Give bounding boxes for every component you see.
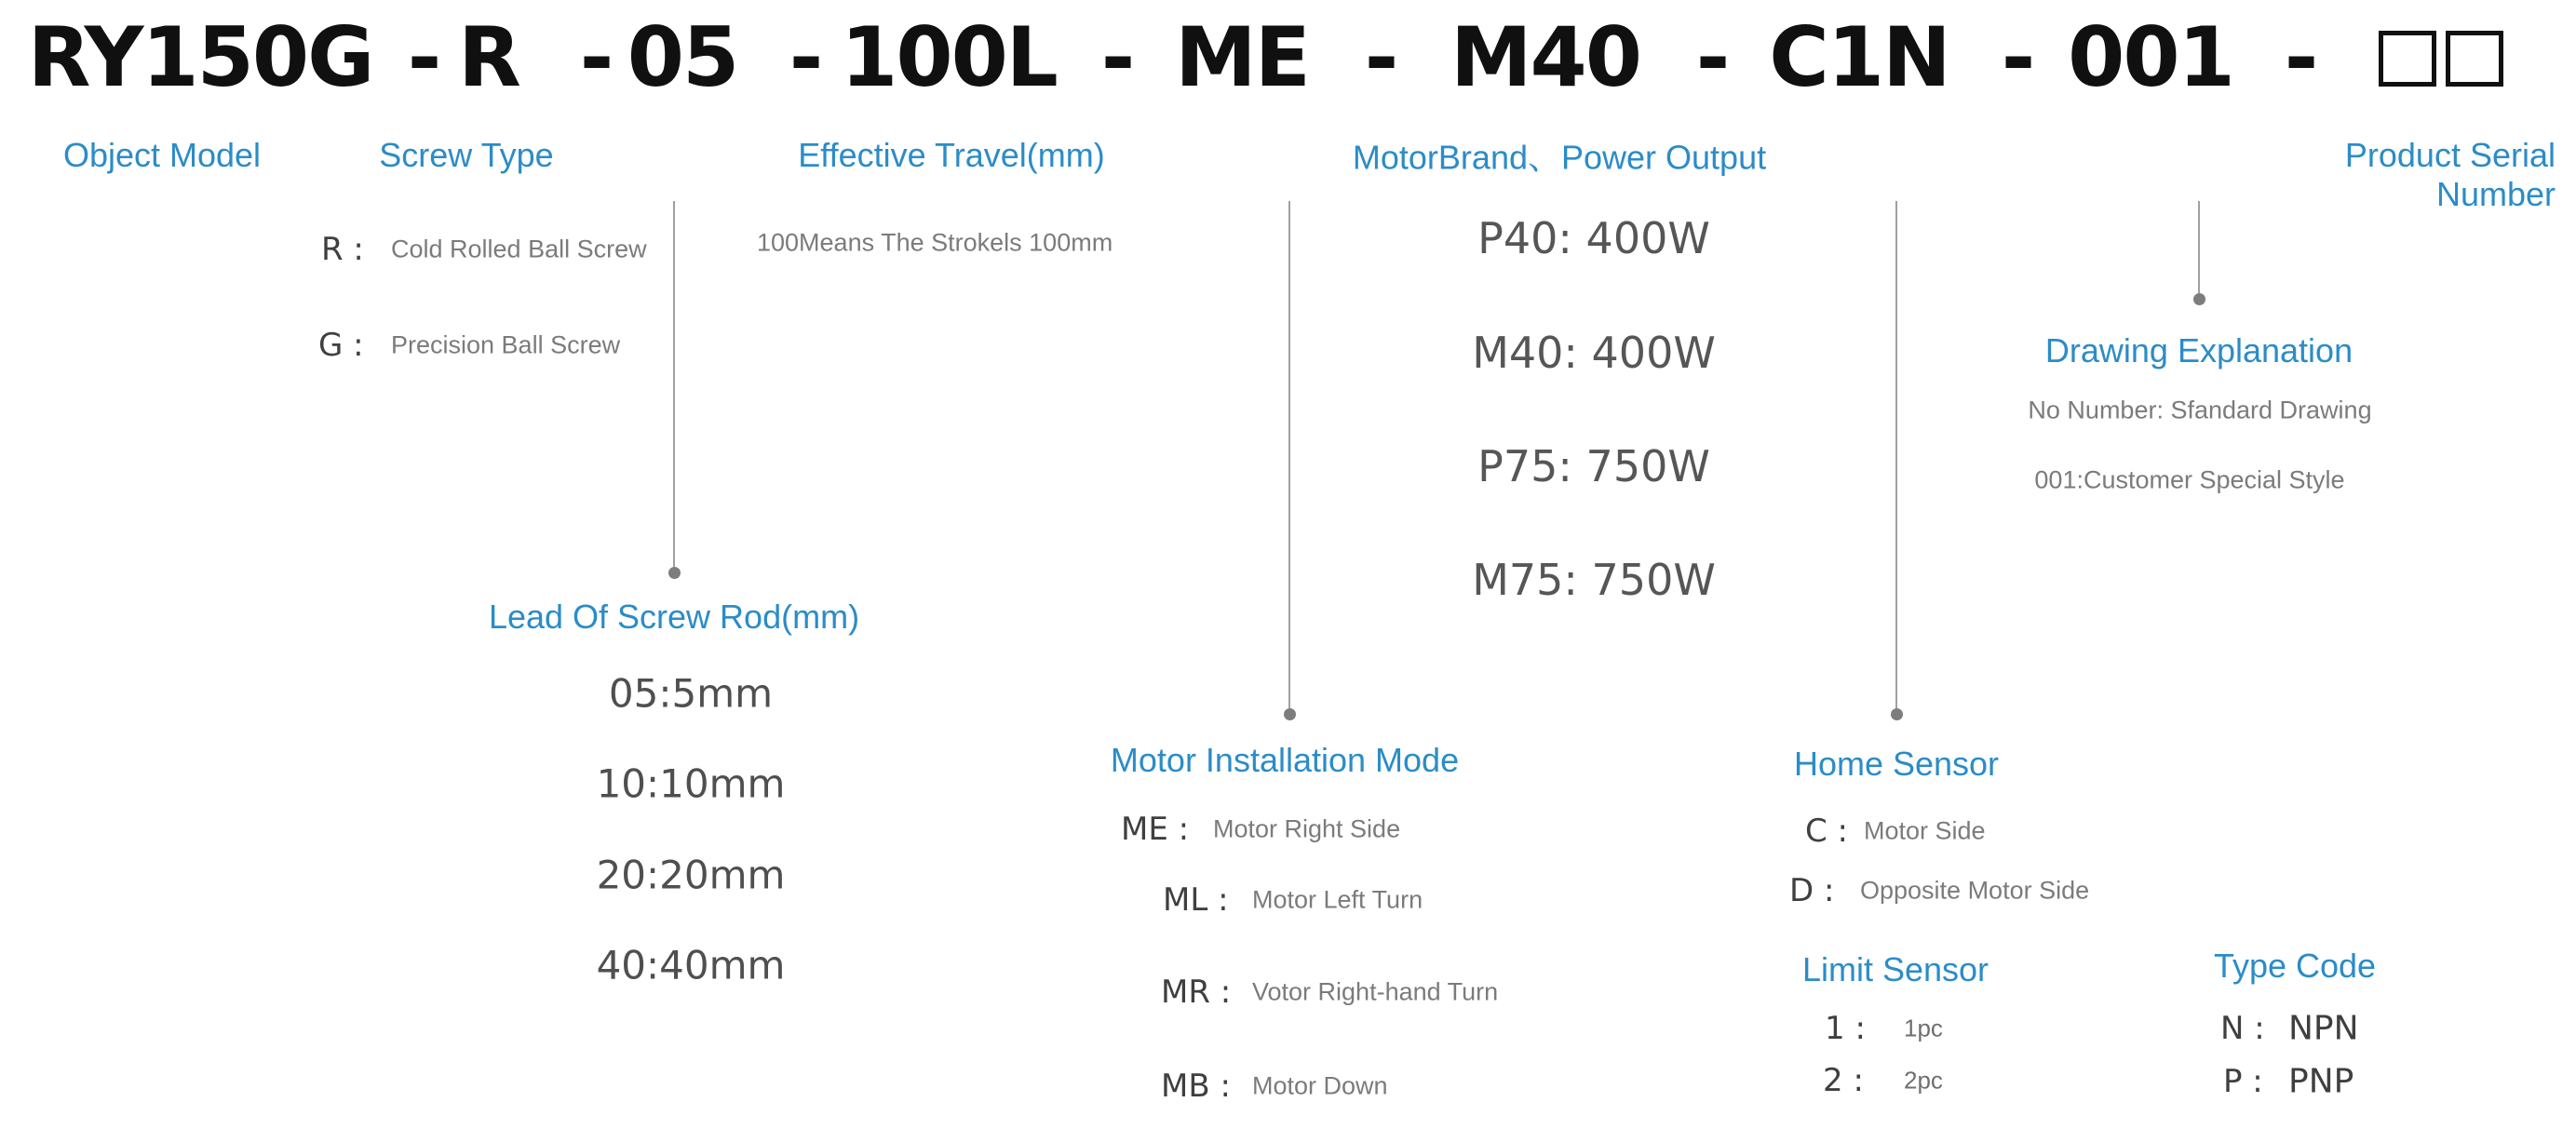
title-segment: ME (1175, 9, 1309, 105)
title-segment: R (458, 9, 519, 105)
heading-drawing-explanation: Drawing Explanation (2044, 331, 2353, 370)
home-sensor-item-code: C : (1805, 813, 1849, 850)
screw-type-item-code: R : (321, 231, 364, 268)
title-dash: - (407, 9, 440, 105)
motor-power-item: M40: 400W (1472, 328, 1716, 378)
title-segment: RY150G (27, 9, 373, 105)
drawing-explanation-item: No Number: Sfandard Drawing (2028, 396, 2372, 424)
title-dash: - (1100, 9, 1134, 105)
motor-installation-item-code: ME : (1121, 811, 1190, 848)
motor-power-item: P75: 750W (1477, 441, 1710, 491)
heading-lead-of-screw: Lead Of Screw Rod(mm) (488, 598, 860, 636)
limit-sensor-item-desc: 2pc (1904, 1066, 1943, 1095)
home-sensor-item-desc: Motor Side (1864, 816, 1986, 845)
type-code-item-desc: PNP (2288, 1062, 2354, 1101)
connector-dot-lead (668, 567, 681, 579)
motor-power-item: P40: 400W (1477, 213, 1710, 263)
effective-travel-note: 100Means The Strokels 100mm (757, 228, 1113, 257)
product-serial-line2: Number (2435, 175, 2556, 213)
connector-line-lead (673, 201, 675, 567)
title-dash: - (579, 9, 613, 105)
model-title (0, 0, 2576, 107)
screw-type-item-code: G : (318, 327, 364, 364)
limit-sensor-item-code: 2 : (1823, 1062, 1864, 1099)
connector-line-home-sensor (1895, 201, 1897, 708)
product-serial-line1: Product Serial (2344, 136, 2556, 174)
screw-type-item-desc: Cold Rolled Ball Screw (391, 235, 647, 263)
drawing-explanation-item: 001:Customer Special Style (2034, 465, 2345, 494)
lead-of-screw-item: 10:10mm (596, 760, 786, 807)
home-sensor-item-desc: Opposite Motor Side (1860, 876, 2090, 905)
motor-installation-item-code: ML : (1163, 881, 1229, 919)
motor-installation-item-code: MB : (1161, 1068, 1231, 1105)
type-code-item-code: N : (2220, 1010, 2265, 1047)
motor-installation-item-desc: Votor Right-hand Turn (1252, 977, 1499, 1006)
lead-of-screw-item: 05:5mm (608, 670, 774, 717)
placeholder-box (2446, 31, 2503, 87)
title-segment: C1N (1769, 9, 1949, 105)
connector-line-motor-installation (1288, 201, 1290, 708)
label-screw-type: Screw Type (379, 136, 554, 174)
motor-installation-item-code: MR : (1161, 974, 1232, 1011)
lead-of-screw-item: 20:20mm (596, 852, 786, 898)
title-segment: 100L (841, 9, 1057, 105)
title-dash: - (2001, 9, 2034, 105)
home-sensor-item-code: D : (1789, 872, 1835, 909)
label-product-serial-number (2345, 136, 2556, 214)
connector-dot-drawing-explanation (2193, 293, 2205, 305)
title-segment: M40 (1450, 9, 1641, 105)
motor-installation-item-desc: Motor Down (1252, 1071, 1388, 1100)
type-code-item-code: P : (2223, 1063, 2263, 1100)
motor-installation-item-desc: Motor Left Turn (1252, 885, 1423, 914)
heading-motor-installation: Motor Installation Mode (1110, 741, 1460, 779)
title-dash: - (2284, 9, 2317, 105)
limit-sensor-item-desc: 1pc (1904, 1014, 1943, 1042)
heading-home-sensor: Home Sensor (1793, 745, 2000, 783)
title-dash: - (1364, 9, 1397, 105)
connector-line-drawing-explanation (2198, 201, 2200, 293)
title-segment: 05 (627, 9, 738, 105)
limit-sensor-item-code: 1 : (1825, 1010, 1866, 1047)
connector-dot-motor-installation (1284, 708, 1296, 720)
label-effective-travel: Effective Travel(mm) (798, 136, 1105, 174)
motor-installation-item-desc: Motor Right Side (1213, 814, 1401, 843)
heading-type-code: Type Code (2213, 947, 2377, 985)
heading-limit-sensor: Limit Sensor (1801, 950, 1989, 988)
title-segment: 001 (2068, 9, 2233, 105)
title-dash: - (1695, 9, 1729, 105)
label-object-model: Object Model (62, 136, 262, 174)
lead-of-screw-item: 40:40mm (596, 942, 786, 988)
placeholder-box (2379, 31, 2436, 87)
label-motor-brand-power: MotorBrand、Power Output (1352, 138, 1767, 177)
connector-dot-home-sensor (1891, 708, 1903, 720)
motor-power-item: M75: 750W (1472, 555, 1716, 605)
type-code-item-desc: NPN (2288, 1009, 2359, 1048)
screw-type-item-desc: Precision Ball Screw (391, 330, 621, 359)
title-dash: - (789, 9, 822, 105)
